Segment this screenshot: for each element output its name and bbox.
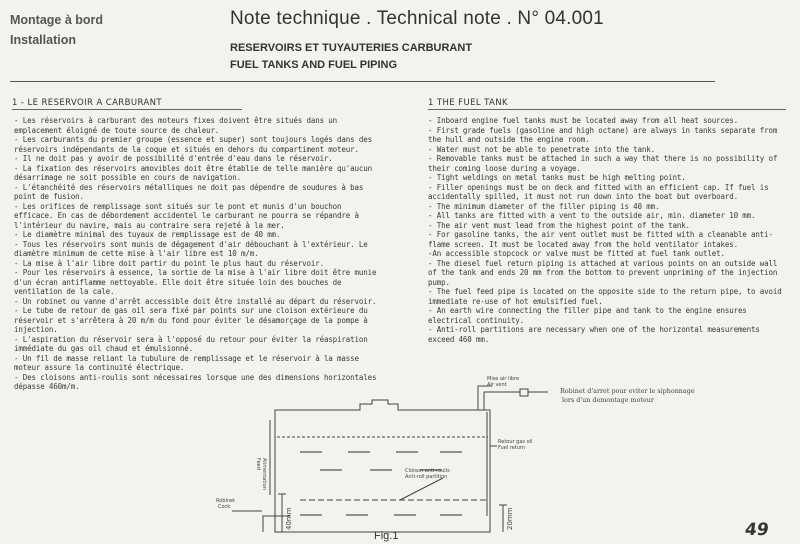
- partition-label-en: Anti-roll partition: [405, 474, 448, 480]
- paragraph-fr: - Il ne doit pas y avoir de possibilité d'entrée d'eau dans le réservoir.: [14, 154, 333, 163]
- section-heading-fr: 1 - LE RESERVOIR A CARBURANT: [12, 98, 162, 108]
- paragraph-en: - The fuel feed pipe is located on the opposite side to the return pipe, to avoid immediate re-use of hot emulsified fuel.: [428, 287, 782, 306]
- paragraph-fr: - Des cloisons anti-roulis sont nécessaires lorsque une des dimensions horizontales dépasse 460m/m.: [14, 372, 377, 391]
- header-category: [10, 10, 103, 50]
- tank-outline: [275, 400, 490, 532]
- paragraph-en: - The air vent must lead from the highest point of the tank.: [428, 220, 690, 230]
- paragraph-fr: - Les carburants du premier groupe (essence et super) sont toujours logés dans des réservoirs indépendants de la coque et situés en dehors du compartiment moteur.: [14, 135, 372, 154]
- paragraph-en: - Inboard engine fuel tanks must be located away from all heat sources.: [428, 116, 738, 125]
- section-underline-fr: [12, 109, 242, 110]
- page-title: Note technique . Technical note . N° 04.001: [230, 8, 604, 29]
- robinet-label-en: Cock: [218, 504, 231, 510]
- paragraph-en: - Removable tanks must be attached in such a way that there is no possibility of their coming loose during a voyage.: [428, 154, 778, 173]
- paragraph-fr: - Tous les réservoirs sont munis de dégagement d'air débouchant à l'extérieur. Le diamètre minimum de cette mise à l'air libre est 10 m/m.: [14, 239, 368, 258]
- paragraph-en: - For gasoline tanks, the air vent outlet must be fitted with a cleanable anti-flame screen. It must be located away from the hold ventilator intakes.: [428, 230, 773, 249]
- paragraph-fr: - Un robinet ou vanne d'arrêt accessible doit être installé au départ du réservoir.: [14, 296, 377, 306]
- paragraph-fr: - Le diamètre minimal des tuyaux de remplissage est de 40 mm.: [14, 230, 281, 239]
- stopcock-label-en: lors d'un demontage moteur: [562, 396, 654, 404]
- paragraph-en: - Water must not be able to penetrate into the tank.: [428, 144, 656, 154]
- paragraph-en: - The diesel fuel return piping is attached at various points on an outside wall of the tank and ends 20 mm from the bottom to prevent unpriming of the injection pump.: [428, 258, 778, 287]
- paragraph-fr: - La mise à l'air libre doit partir du point le plus haut du réservoir.: [14, 258, 324, 268]
- page-subtitle: [230, 40, 472, 74]
- paragraph-en: - Tight weldings on metal tanks must be high melting point.: [428, 173, 686, 182]
- leader-partition: [400, 478, 443, 500]
- stopcock-pipe: [484, 392, 520, 410]
- return-label-en: Fuel return: [498, 445, 526, 451]
- section-underline-en: [428, 109, 786, 110]
- paragraph-fr: - L'étanchéité des réservoirs métalliques ne doit pas dépendre de soudures à bas point de fusion.: [14, 182, 364, 201]
- paragraph-fr: - Les orifices de remplissage sont situés sur le pont et munis d'un bouchon efficace. En cas de débordement accidentel le carburant ne pourra se répandre à l'intérieur du navire, mais au contraire sera rejeté à la mer.: [14, 201, 359, 230]
- paragraph-fr: - La fixation des réservoirs amovibles doit être établie de telle manière qu'aucun désarrimage ne soit possible en cours de navigation.: [14, 163, 372, 182]
- robinet-label-fr: Robinet: [216, 498, 236, 504]
- air-vent-pipe: [478, 386, 492, 410]
- paragraph-fr: - Pour les réservoirs à essence, la sortie de la mise à l'air libre doit être munie d'un écran antiflamme nettoyable. Elle doit être située loin des bouches de ventilation de la cale.: [14, 268, 377, 296]
- stopcock-label-fr: Robinet d'arret pour eviter le siphonnage: [560, 387, 695, 395]
- text-column-fr: [14, 116, 384, 392]
- paragraph-en: - Anti-roll partitions are necessary when one of the horizontal measurements exceed 460 mm.: [428, 325, 760, 344]
- feed-label-fr: Alimentation: [261, 458, 267, 490]
- paragraph-en: - First grade fuels (gasoline and high octane) are always in tanks separate from the hull and outside the engine room.: [428, 125, 778, 144]
- paragraph-fr: - L'aspiration du réservoir sera à l'opposé du retour pour éviter la réaspiration immédiate du gas oil chaud et émulsionné.: [14, 334, 368, 353]
- dim-label-right: 20mm: [506, 507, 514, 530]
- vent-label-en: Air vent: [487, 382, 507, 388]
- fuel-hatching: [300, 452, 462, 515]
- fuel-tank-diagram: [0, 365, 800, 544]
- paragraph-fr: - Un fil de masse reliant la tubulure de remplissage et le réservoir à la masse moteur assure la continuité électrique.: [14, 353, 359, 372]
- subtitle-en: FUEL TANKS AND FUEL PIPING: [230, 59, 398, 71]
- paragraph-en: - The minimum diameter of the filler piping is 40 mm.: [428, 201, 660, 211]
- header-category-fr: Montage à bord: [10, 13, 104, 27]
- paragraph-en: - An earth wire connecting the filler pipe and tank to the engine ensures electrical continuity.: [428, 306, 747, 325]
- feed-label-en: Feed: [255, 458, 261, 470]
- paragraph-fr: - Le tube de retour de gas oil sera fixé par points sur une cloison extérieure du réservoir et s'arrêtera à 20 m/m du fond pour éviter le désamorçage de la pompe à injection.: [14, 306, 368, 334]
- partition-label-fr: Cloison anti-roulis: [405, 468, 450, 474]
- paragraph-en: -An accessible stopcock or valve must be fitted at fuel tank outlet.: [428, 249, 725, 258]
- vent-label-fr: Mise air libre: [487, 376, 520, 382]
- section-heading-en: 1 THE FUEL TANK: [428, 98, 508, 108]
- header-category-en: Installation: [10, 33, 76, 47]
- header-divider: [10, 81, 715, 82]
- paragraph-fr: - Les réservoirs à carburant des moteurs fixes doivent être situés dans un emplacement éloigné de toute source de chaleur.: [14, 116, 338, 135]
- return-label-fr: Retour gas oil: [498, 439, 533, 445]
- paragraph-en: - Filler openings must be on deck and fitted with an efficient cap. If fuel is accidentally spilled, it must not run down into the boat but overboard.: [428, 182, 769, 201]
- figure-caption: Fig.1: [374, 530, 399, 542]
- subtitle-fr: RESERVOIRS ET TUYAUTERIES CARBURANT: [230, 42, 473, 54]
- dim-label-left: 40mm: [285, 507, 293, 530]
- page-number: 49: [743, 520, 771, 540]
- text-column-en: [428, 116, 788, 344]
- stopcock-valve: [520, 389, 528, 396]
- paragraph-en: - All tanks are fitted with a vent to the outside air, min. diameter 10 mm.: [428, 211, 756, 220]
